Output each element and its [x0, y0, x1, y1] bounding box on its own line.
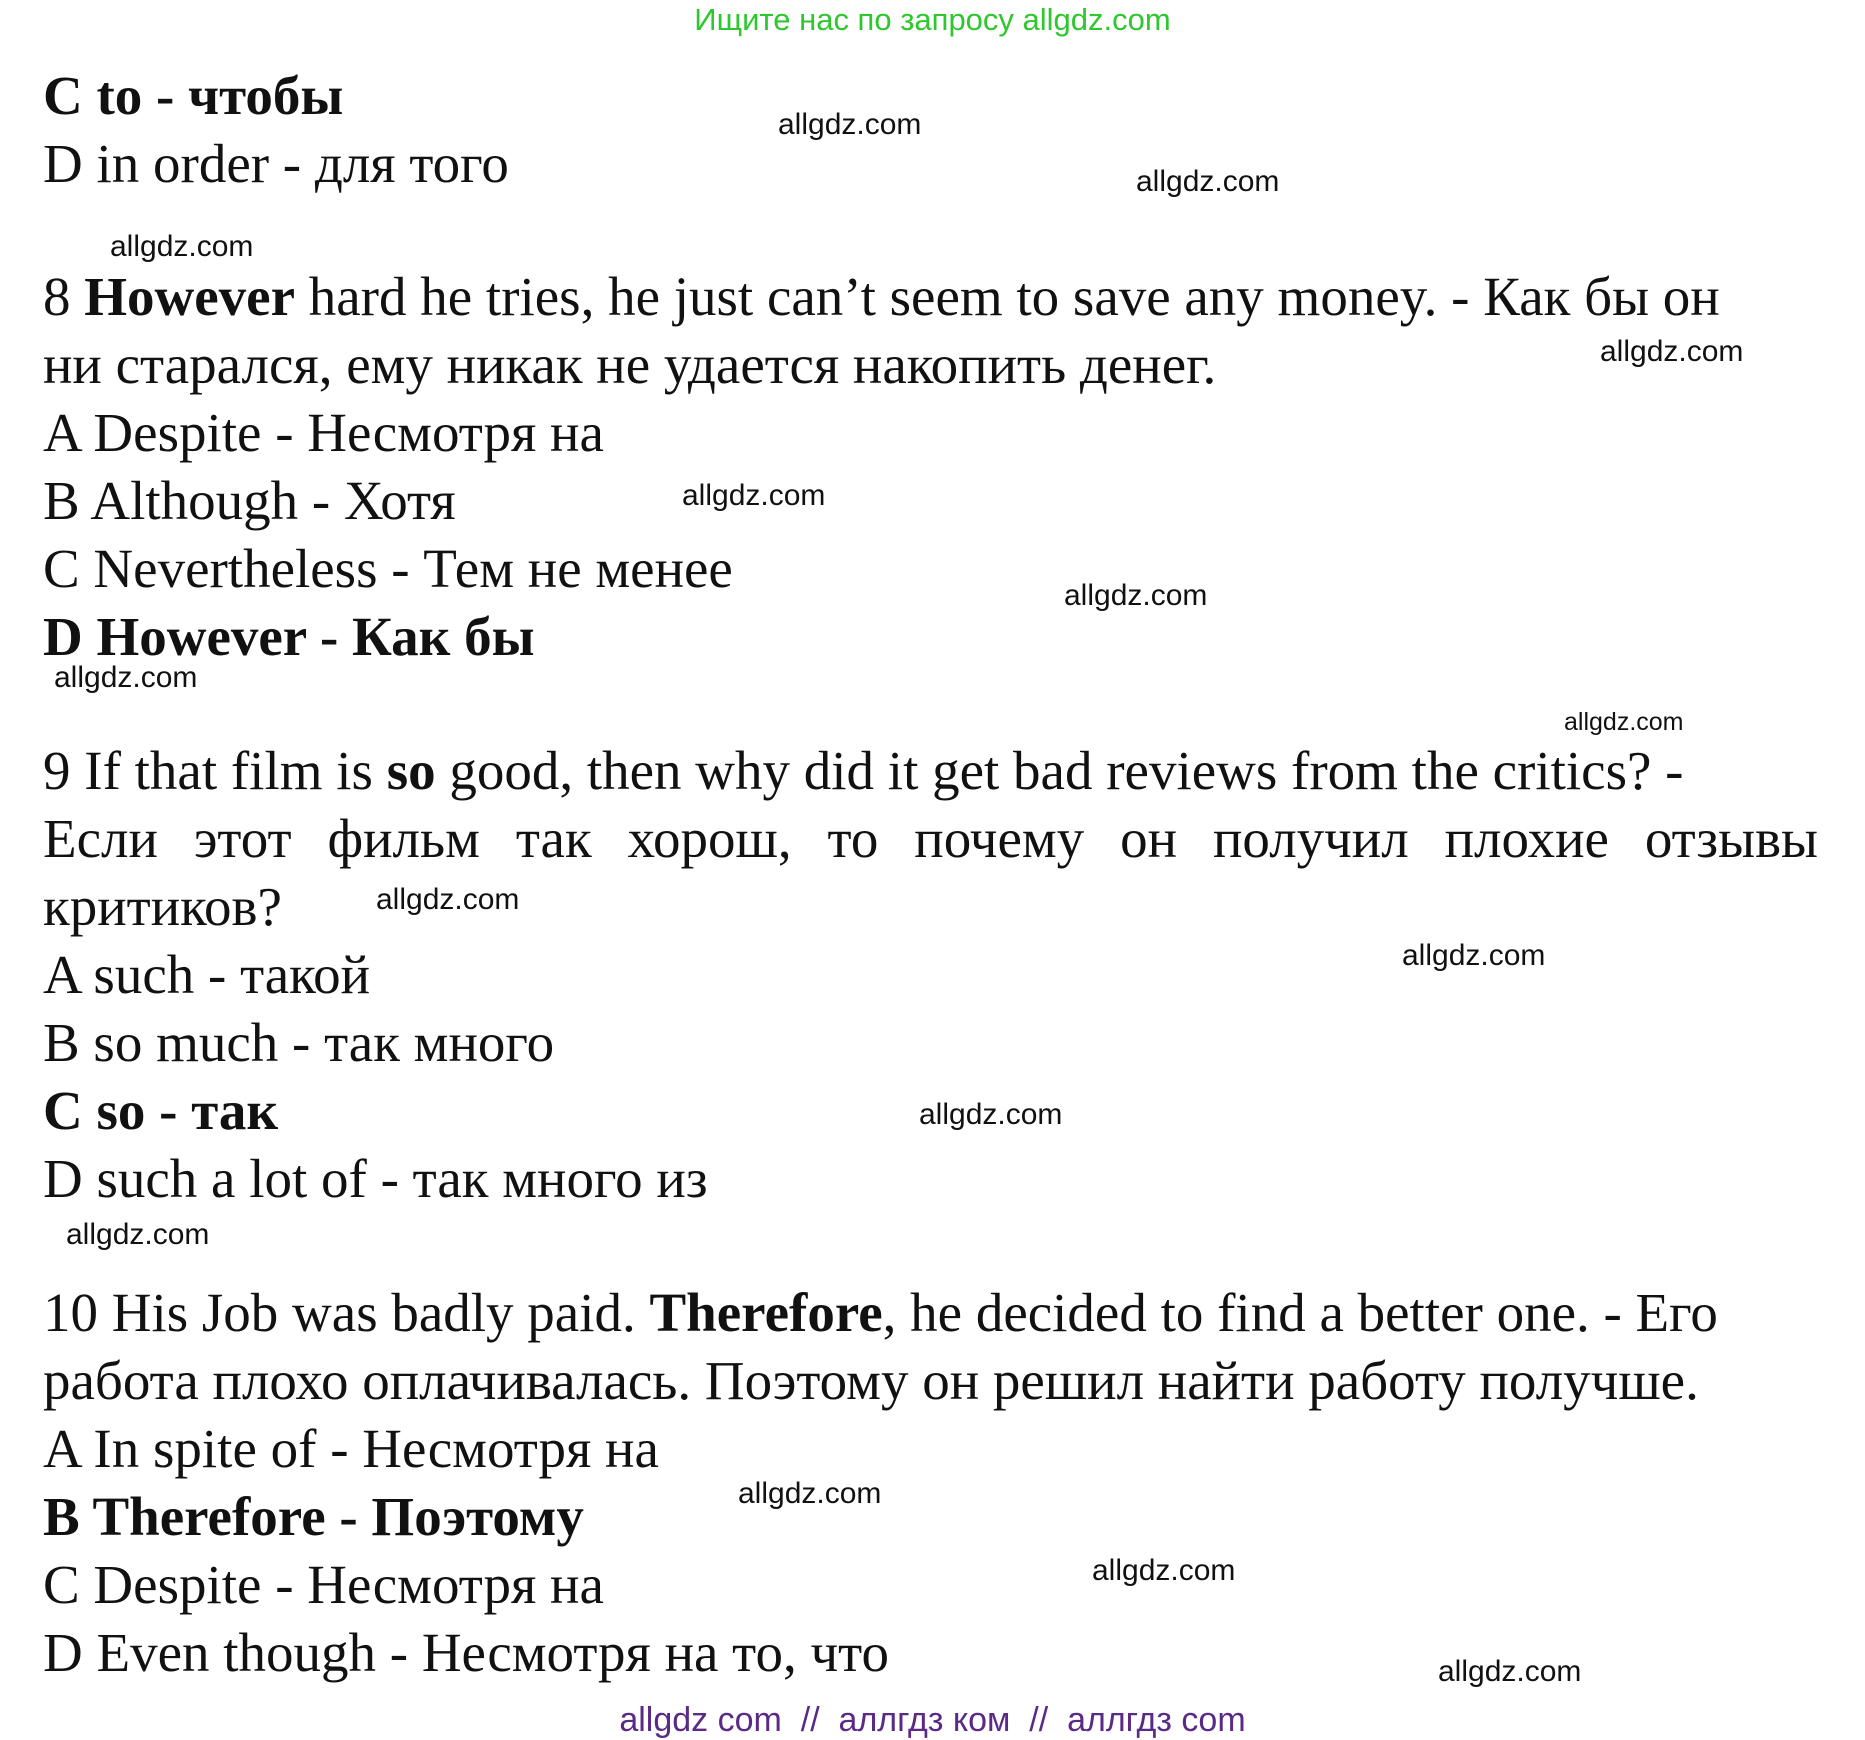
- watermark: allgdz.com: [1402, 939, 1546, 972]
- q8-option-b: B Although - Хотя: [43, 470, 456, 531]
- q7-option-d: D in order - для того: [43, 133, 509, 194]
- watermark: allgdz.com: [1564, 708, 1684, 736]
- q9-option-a: A such - такой: [43, 944, 371, 1005]
- footer-links: allgdz com // аллгдз ком // аллгдз com: [619, 1701, 1246, 1739]
- q10-option-d: D Even though - Несмотря на то, что: [43, 1622, 889, 1683]
- q9-translation-line-1: Если этот фильм так хорош, то почему он получил плохие отзывы: [43, 808, 1818, 869]
- q10-translation: работа плохо оплачивалась. Поэтому он решил найти работу получше.: [43, 1350, 1699, 1411]
- watermark: allgdz.com: [1600, 335, 1744, 368]
- q8-keyword: However: [84, 266, 295, 327]
- q8-number: 8: [43, 266, 85, 327]
- q8-translation: ни старался, ему никак не удается накопить денег.: [43, 334, 1217, 395]
- q9-option-c-correct: C so - так: [43, 1080, 279, 1141]
- q9-translation-line-2: критиков?: [43, 876, 282, 937]
- watermark: allgdz.com: [1064, 579, 1208, 612]
- q9-sentence-rest: good, then why did it get bad reviews from the critics? -: [435, 740, 1684, 801]
- watermark: allgdz.com: [738, 1477, 882, 1510]
- q8-option-a: A Despite - Несмотря на: [43, 402, 604, 463]
- q10-option-c: C Despite - Несмотря на: [43, 1554, 604, 1615]
- q10-option-a: A In spite of - Несмотря на: [43, 1418, 659, 1479]
- q10-keyword: Therefore: [649, 1282, 883, 1343]
- q9-sentence: [43, 737, 1683, 805]
- q10-option-b-correct: B Therefore - Поэтому: [43, 1486, 584, 1547]
- q8-option-c: C Nevertheless - Тем не менее: [43, 538, 733, 599]
- watermark: allgdz.com: [919, 1098, 1063, 1131]
- q9-keyword: so: [386, 740, 436, 801]
- watermark: allgdz.com: [1092, 1554, 1236, 1587]
- watermark: allgdz.com: [376, 883, 520, 916]
- watermark: allgdz.com: [778, 108, 922, 141]
- q7-option-c-correct: C to - чтобы: [43, 65, 344, 126]
- watermark: allgdz.com: [1438, 1655, 1582, 1688]
- q9-sentence-start: 9 If that film is: [43, 740, 387, 801]
- q10-sentence-rest: , he decided to find a better one. - Его: [882, 1282, 1718, 1343]
- watermark: allgdz.com: [110, 230, 254, 263]
- q10-sentence-start: 10 His Job was badly paid.: [43, 1282, 650, 1343]
- watermark: allgdz.com: [66, 1218, 210, 1251]
- watermark: allgdz.com: [682, 479, 826, 512]
- watermark: allgdz.com: [54, 661, 198, 694]
- q10-sentence: [43, 1279, 1718, 1347]
- watermark: allgdz.com: [1136, 165, 1280, 198]
- q8-sentence: [43, 263, 1720, 331]
- q9-option-b: B so much - так много: [43, 1012, 555, 1073]
- q8-sentence-rest: hard he tries, he just can’t seem to save any money. - Как бы он: [295, 266, 1720, 327]
- q8-option-d-correct: D However - Как бы: [43, 606, 535, 667]
- search-banner: Ищите нас по запросу allgdz.com: [694, 2, 1171, 37]
- q9-option-d: D such a lot of - так много из: [43, 1148, 708, 1209]
